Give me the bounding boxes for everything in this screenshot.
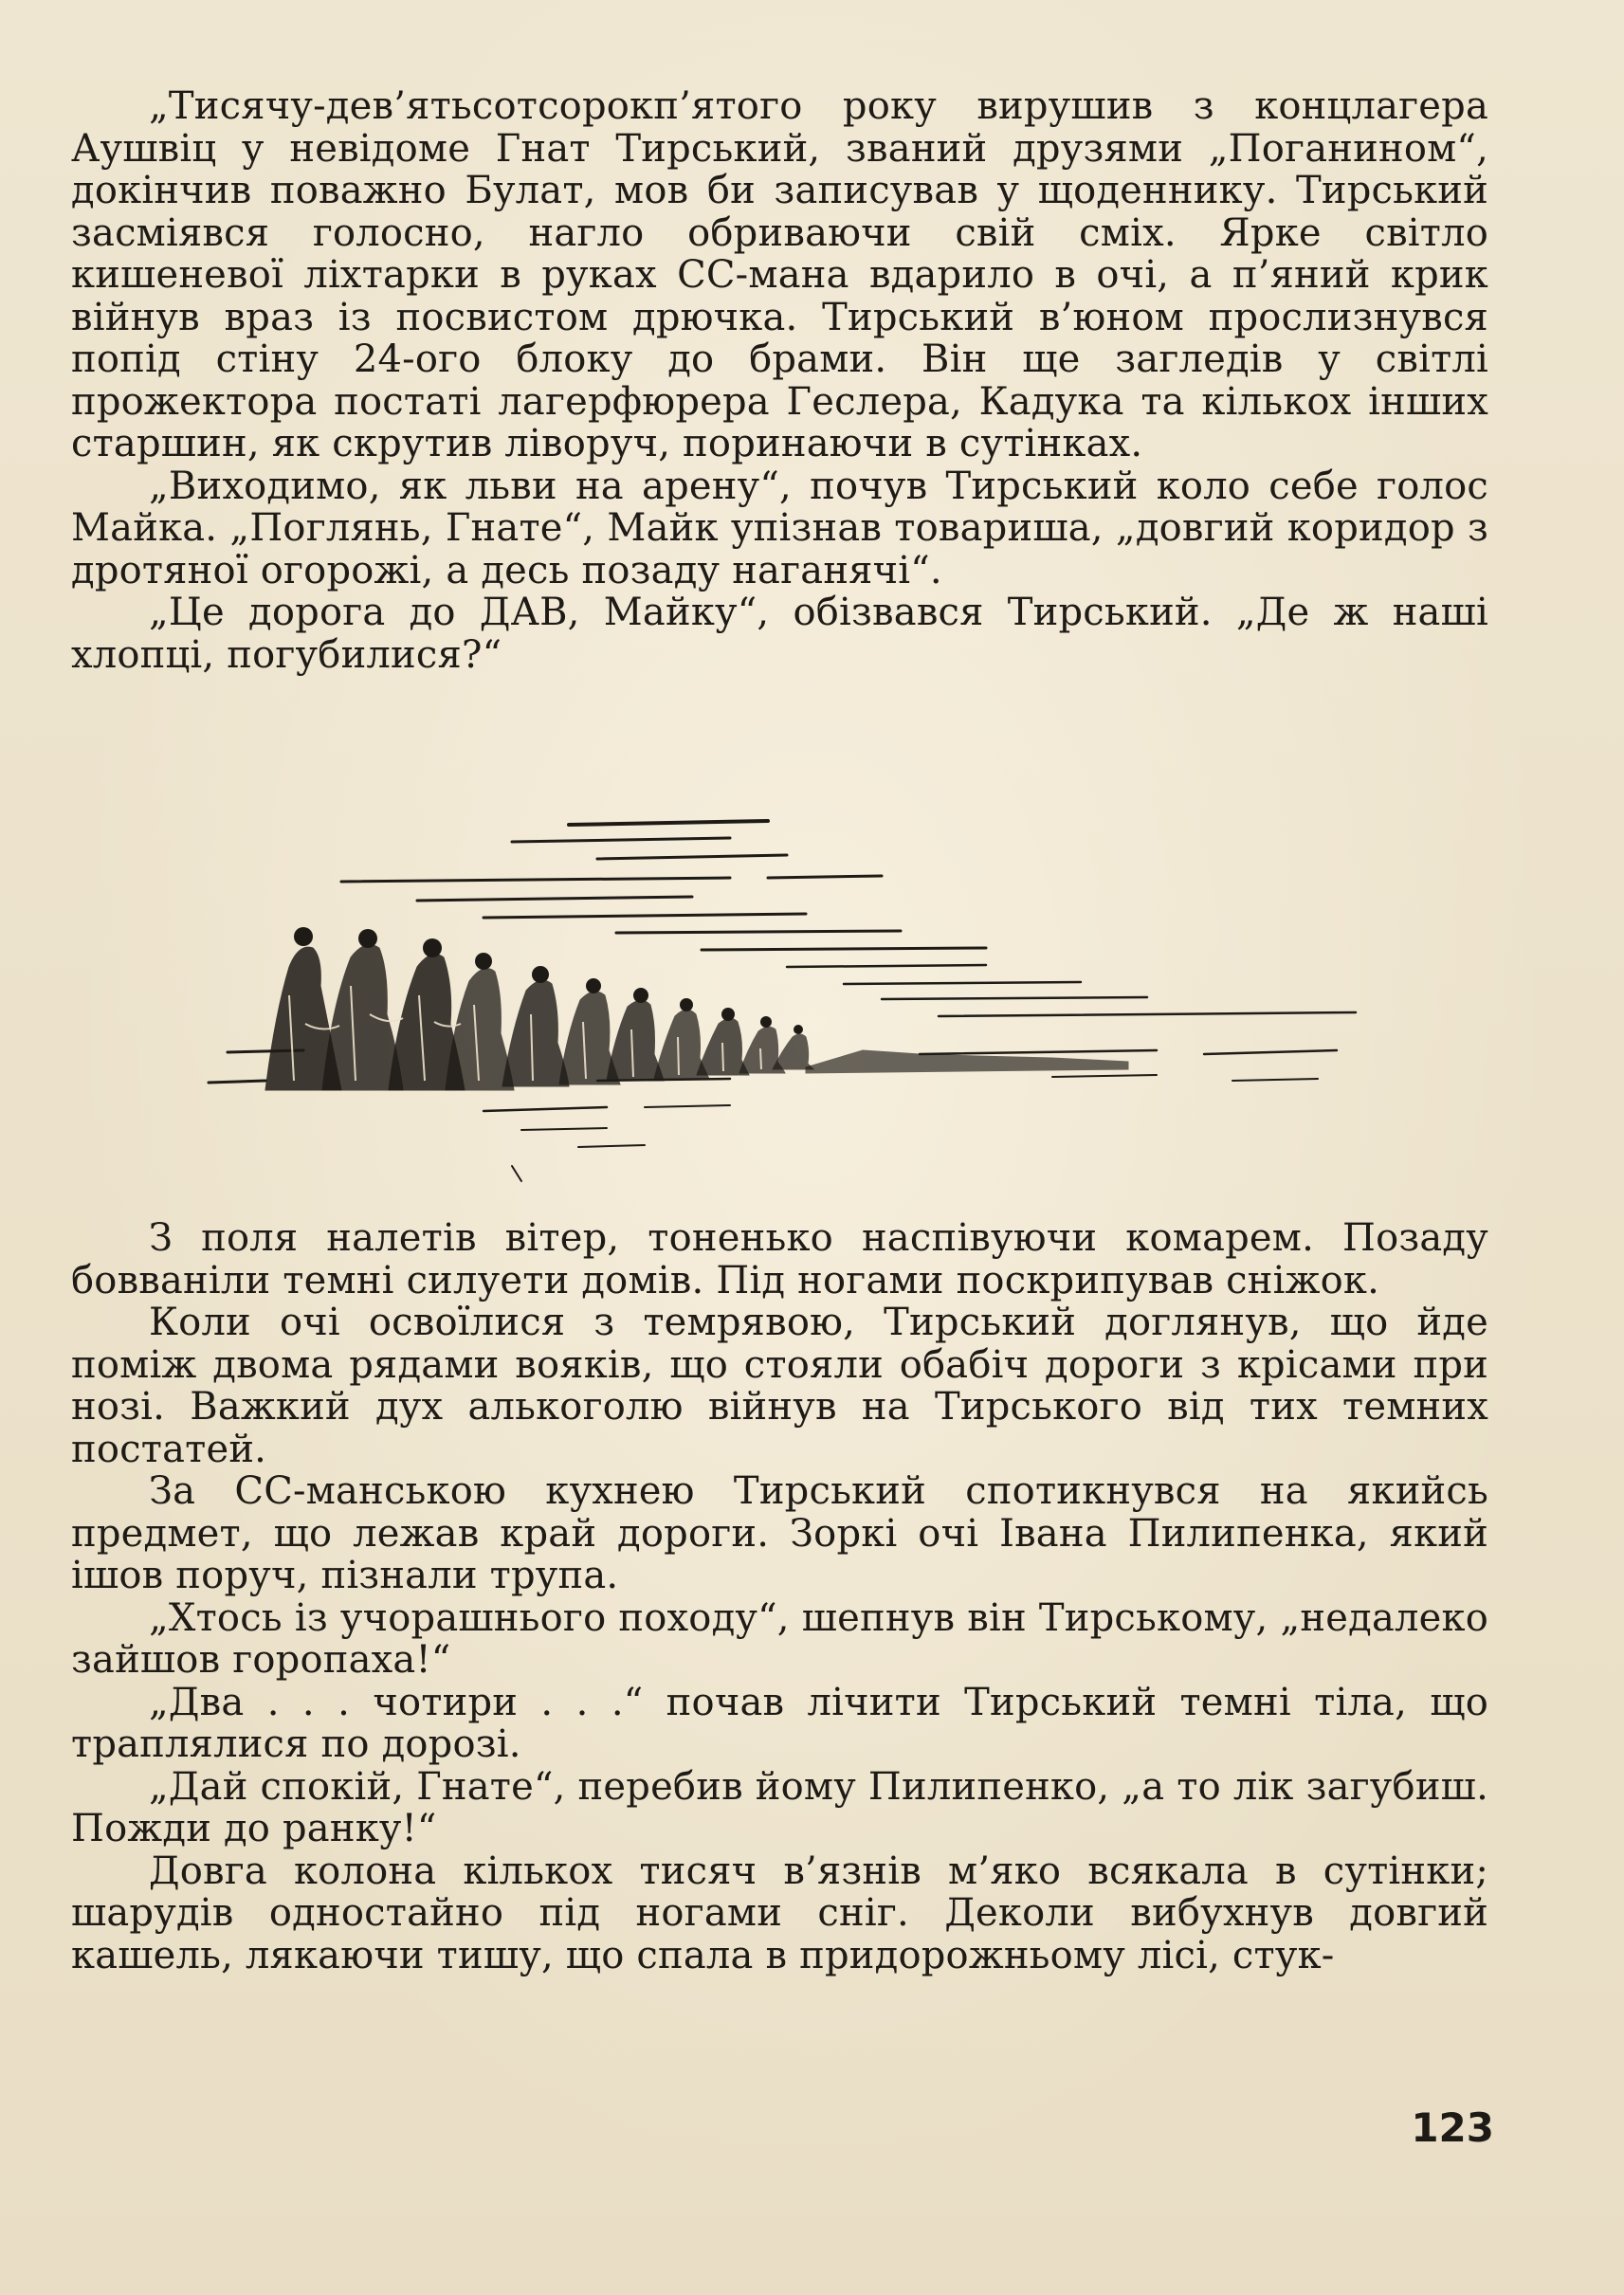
paragraph: „Це дорога до ДАВ, Майку“, обізвався Тирський. „Де ж наші хлопці, погубилися?“ (71, 591, 1488, 677)
paragraph: „Виходимо, як льви на арену“, почув Тирський коло себе голос Майка. „Поглянь, Гнате“, Майк упізнав товариша, „довгий коридор з дротяної огорожі, а десь позаду наганячі“. (71, 464, 1488, 592)
paragraph: За СС-манською кухнею Тирський спотикнувся на якийсь предмет, що лежав край дороги. Зоркі очі Івана Пилипенка, який ішов поруч, пізнали трупа. (71, 1469, 1488, 1597)
paragraph: Довга колона кількох тисяч в’язнів м’яко всякала в сутінки; шарудів одностайно під ногами сніг. Деколи вибухнув довгий кашель, лякаючи тишу, що спала в придорожньому лісі, стук- (71, 1849, 1488, 1977)
paragraph: „Тисячу-дев’ятьсотсорокп’ятого року вирушив з концлагера Аушвіц у невідоме Гнат Тирський, званий друзями „Поганином“, докінчив поважно Булат, мов би записував у щоденнику. Тирський засміявся голосно, нагло обриваючи свій сміх. Ярке світло кишеневої ліхтарки в руках СС-мана вдарило в очі, а п’яний крик війнув враз із посвистом дрючка. Тирський в’юном прослизнувся попід стіну 24-ого блоку до брами. Він ще загледів у світлі прожектора постаті лагерфюрера Геслера, Кадука та кількох інших старшин, як скрутив ліворуч, поринаючи в сутінках. (71, 84, 1488, 465)
top-text-block (71, 85, 1488, 676)
prisoner-column-illustration (199, 806, 1375, 1185)
page-number: 123 (1411, 2104, 1494, 2151)
paragraph: „Хтось із учорашнього походу“, шепнув він Тирському, „недалеко зайшов горопаха!“ (71, 1595, 1488, 1682)
paragraph: З поля налетів вітер, тоненько наспівуючи комарем. Позаду бовваніли темні силуети домів. Під ногами поскрипував сніжок. (71, 1216, 1488, 1302)
bottom-text-block (71, 1217, 1488, 1976)
paragraph: „Два . . . чотири . . .“ почав лічити Тирський темні тіла, що траплялися по дорозі. (71, 1680, 1488, 1766)
paragraph: Коли очі освоїлися з темрявою, Тирський доглянув, що йде поміж двома рядами вояків, що стояли обабіч дороги з крісами при нозі. Важкий дух алькоголю війнув на Тирського від тих темних постатей. (71, 1301, 1488, 1471)
paragraph: „Дай спокій, Гнате“, перебив йому Пилипенко, „а то лік загубиш. Пожди до ранку!“ (71, 1764, 1488, 1850)
